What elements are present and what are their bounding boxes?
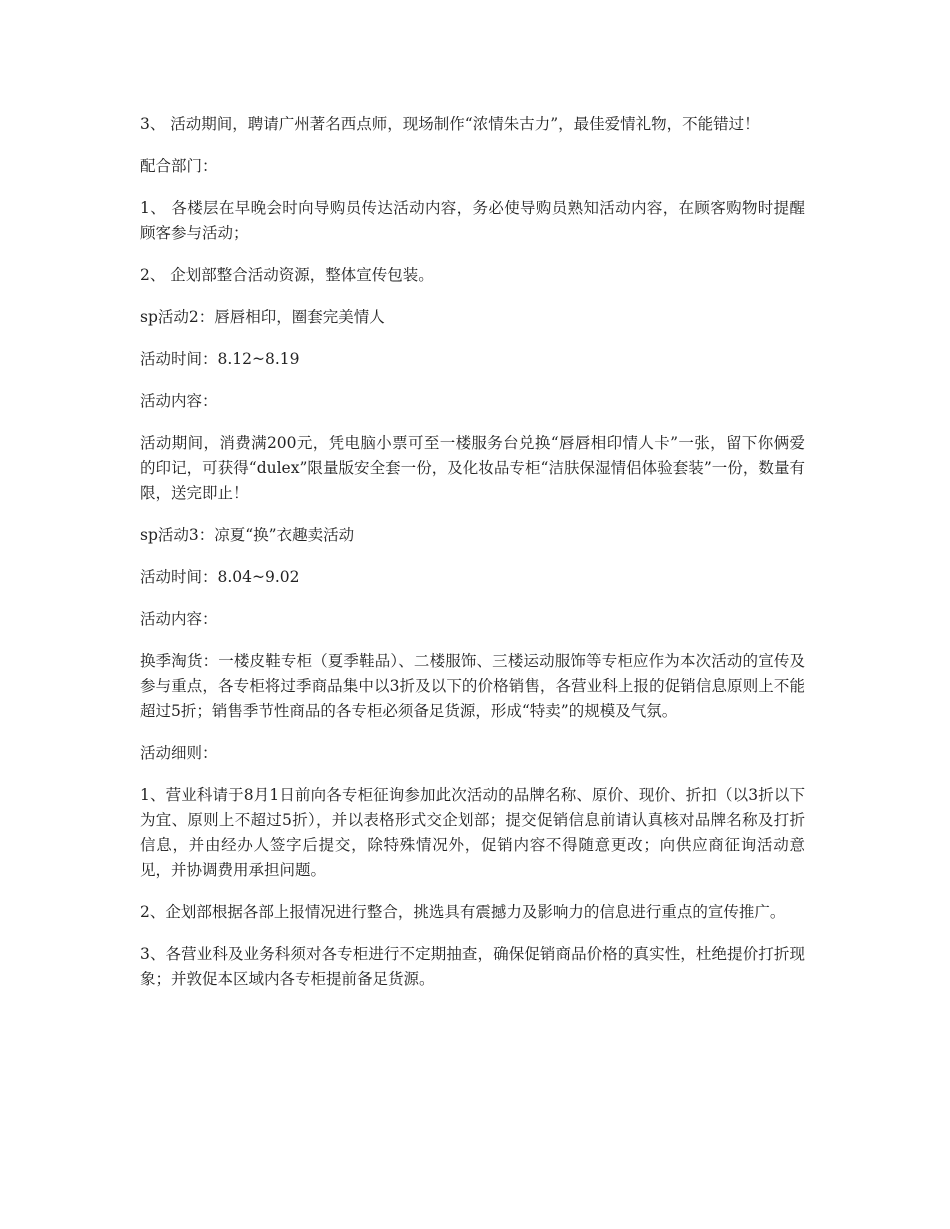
paragraph: 2、企划部根据各部上报情况进行整合，挑选具有震撼力及影响力的信息进行重点的宣传推广。 [140, 903, 786, 921]
section-heading: 配合部门： [140, 157, 218, 175]
section-heading: 活动细则： [140, 744, 218, 762]
paragraph: 2、 企划部整合活动资源，整体宣传包装。 [140, 266, 434, 284]
activity-title: sp活动3：凉夏“换”衣趣卖活动 [140, 526, 355, 544]
section-heading: 活动内容： [140, 392, 218, 410]
section-heading: 活动内容： [140, 610, 218, 628]
activity-time: 活动时间：8.12~8.19 [140, 350, 300, 368]
activity-time: 活动时间：8.04~9.02 [140, 568, 300, 586]
paragraph: 换季淘货：一楼皮鞋专柜（夏季鞋品）、二楼服饰、三楼运动服饰等专柜应作为本次活动的宣传及参与重点，各专柜将过季商品集中以3折及以下的价格销售，各营业科上报的促销信息原则上不能超过5折；销售季节性商品的各专柜必须备足货源，形成“特卖”的规模及气氛。 [140, 652, 805, 720]
paragraph: 3、各营业科及业务科须对各专柜进行不定期抽查，确保促销商品价格的真实性，杜绝提价打折现象；并敦促本区域内各专柜提前备足货源。 [140, 945, 805, 988]
paragraph: 活动期间，消费满200元，凭电脑小票可至一楼服务台兑换“唇唇相印情人卡”一张，留下你俩爱的印记，可获得“dulex”限量版安全套一份，及化妆品专柜“洁肤保湿情侣体验套装”一份，数量有限，送完即止！ [140, 434, 805, 502]
activity-title: sp活动2：唇唇相印，圈套完美情人 [140, 308, 385, 326]
document-page [140, 112, 805, 1009]
paragraph: 1、 各楼层在早晚会时向导购员传达活动内容，务必使导购员熟知活动内容，在顾客购物时提醒顾客参与活动； [140, 199, 805, 242]
paragraph: 3、 活动期间，聘请广州著名西点师，现场制作“浓情朱古力”，最佳爱情礼物，不能错过！ [140, 115, 760, 133]
paragraph: 1、营业科请于8月1日前向各专柜征询参加此次活动的品牌名称、原价、现价、折扣（以3折以下为宜、原则上不超过5折），并以表格形式交企划部；提交促销信息前请认真核对品牌名称及打折信息，并由经办人签字后提交，除特殊情况外，促销内容不得随意更改；向供应商征询活动意见，并协调费用承担问题。 [140, 786, 805, 879]
